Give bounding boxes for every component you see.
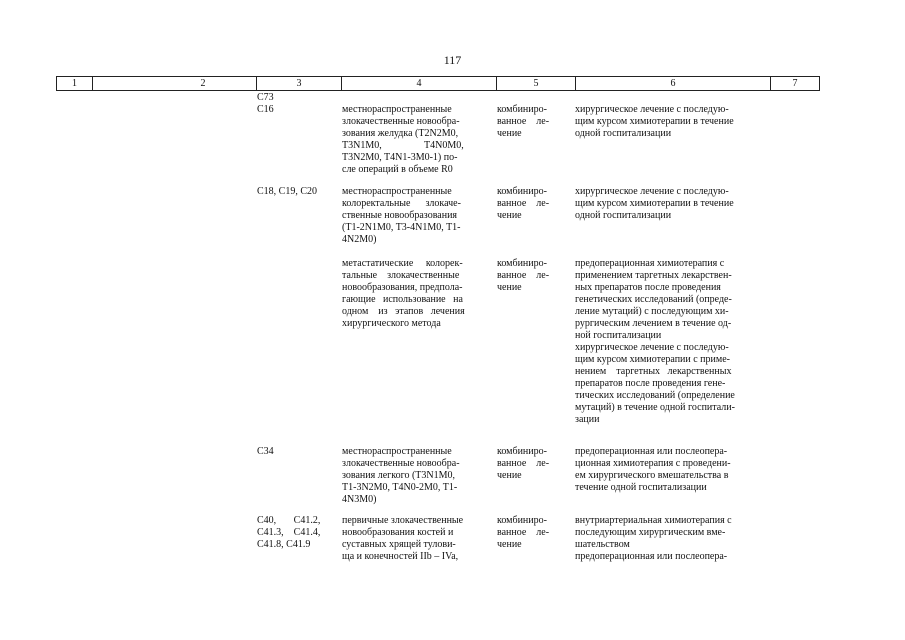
treatment-line: применением таргетных лекарствен- [575, 270, 732, 281]
treatment-line: нением таргетных лекарственных [575, 366, 732, 377]
table-header [56, 76, 820, 91]
diagnosis-line: ща и конечностей IIb – IVa, [342, 551, 459, 562]
diagnosis-line: 4N2M0) [342, 234, 377, 245]
diagnosis-line: колоректальные злокаче- [342, 198, 461, 209]
diagnosis-line: тальные злокачественные [342, 270, 460, 281]
diagnosis-line: метастатические колорек- [342, 258, 463, 269]
treatment-type-line: ванное ле- [497, 527, 550, 538]
diagnosis-line: местнораспространенные [342, 186, 452, 197]
diagnosis-line: T1-3N2M0, T4N0-2M0, T1- [342, 482, 458, 493]
treatment-type-line: чение [497, 282, 522, 293]
header-col-6: 6 [575, 77, 770, 90]
treatment-type-line: комбиниро- [497, 446, 547, 457]
diagnosis-line: гающие использование на [342, 294, 463, 305]
treatment-line: предоперационная или послеопера- [575, 551, 728, 562]
treatment-type-line: ванное ле- [497, 270, 550, 281]
treatment-line: хирургическое лечение с последую- [575, 342, 729, 353]
treatment-line: щим курсом химиотерапии в течение [575, 116, 734, 127]
diagnosis-line: суставных хрящей тулови- [342, 539, 456, 550]
code-line: C18, C19, C20 [257, 186, 318, 197]
diagnosis-line: ственные новообразования [342, 210, 458, 221]
treatment-line: ление мутаций) с последующим хи- [575, 306, 729, 317]
treatment-line: предоперационная химиотерапия с [575, 258, 725, 269]
code-line: C73 [257, 92, 274, 103]
diagnosis-line: (T1-2N1M0, T3-4N1M0, T1- [342, 222, 461, 233]
treatment-line: мутаций) в течение одной госпитали- [575, 402, 735, 413]
treatment-line: хирургическое лечение с последую- [575, 104, 729, 115]
treatment-line: щим курсом химиотерапии в течение [575, 198, 734, 209]
diagnosis-line: T3N1M0, T4N0M0, [342, 140, 464, 151]
treatment-type-line: ванное ле- [497, 458, 550, 469]
diagnosis-line: T3N2M0, T4N1-3M0-1) по- [342, 152, 458, 163]
treatment-line: ной госпитализации [575, 330, 662, 341]
treatment-line: последующим хирургическим вме- [575, 527, 726, 538]
treatment-line: тических исследований (определение [575, 390, 735, 401]
diagnosis-line: 4N3M0) [342, 494, 377, 505]
treatment-line: ных препаратов после проведения [575, 282, 721, 293]
treatment-type-line: чение [497, 470, 522, 481]
code-line: C34 [257, 446, 274, 457]
diagnosis-line: зования желудка (T2N2M0, [342, 128, 459, 139]
diagnosis-line: сле операций в объеме R0 [342, 164, 453, 175]
treatment-type-line: ванное ле- [497, 198, 550, 209]
diagnosis-line: первичные злокачественные [342, 515, 464, 526]
treatment-line: шательством [575, 539, 630, 550]
header-col-5: 5 [496, 77, 575, 90]
treatment-line: щим курсом химиотерапии с приме- [575, 354, 730, 365]
header-col-1: 1 [56, 77, 92, 90]
treatment-line: зации [575, 414, 600, 425]
treatment-type-line: чение [497, 210, 522, 221]
treatment-line: течение одной госпитализации [575, 482, 707, 493]
diagnosis-line: злокачественные новообра- [342, 116, 460, 127]
treatment-line: предоперационная или послеопера- [575, 446, 728, 457]
diagnosis-line: местнораспространенные [342, 446, 452, 457]
diagnosis-line: зования легкого (T3N1M0, [342, 470, 456, 481]
treatment-type-line: комбиниро- [497, 515, 547, 526]
header-col-4: 4 [341, 77, 496, 90]
treatment-line: одной госпитализации [575, 128, 672, 139]
page-number: 117 [443, 53, 462, 67]
treatment-type-line: комбиниро- [497, 186, 547, 197]
treatment-type-line: комбиниро- [497, 104, 547, 115]
code-line: C40, C41.2, [257, 515, 321, 526]
header-col-7: 7 [770, 77, 820, 90]
treatment-line: генетических исследований (опреде- [575, 294, 732, 305]
treatment-line: ем хирургического вмешательства в [575, 470, 729, 481]
diagnosis-line: местнораспространенные [342, 104, 452, 115]
code-line: C41.8, C41.9 [257, 539, 311, 550]
treatment-line: препаратов после проведения гене- [575, 378, 726, 389]
code-line: C16 [257, 104, 274, 115]
diagnosis-line: новообразования, предпола- [342, 282, 463, 293]
treatment-type-line: ванное ле- [497, 116, 550, 127]
treatment-line: рургическим лечением в течение од- [575, 318, 732, 329]
treatment-line: внутриартериальная химиотерапия с [575, 515, 732, 526]
treatment-line: ционная химиотерапия с проведени- [575, 458, 731, 469]
code-line: C41.3, C41.4, [257, 527, 321, 538]
diagnosis-line: хирургического метода [342, 318, 441, 329]
treatment-type-line: комбиниро- [497, 258, 547, 269]
header-col-2: 2 [92, 77, 313, 90]
diagnosis-line: одном из этапов лечения [342, 306, 465, 317]
diagnosis-line: новообразования костей и [342, 527, 454, 538]
header-col-3: 3 [256, 77, 341, 90]
treatment-type-line: чение [497, 539, 522, 550]
diagnosis-line: злокачественные новообра- [342, 458, 460, 469]
treatment-line: хирургическое лечение с последую- [575, 186, 729, 197]
treatment-type-line: чение [497, 128, 522, 139]
treatment-line: одной госпитализации [575, 210, 672, 221]
